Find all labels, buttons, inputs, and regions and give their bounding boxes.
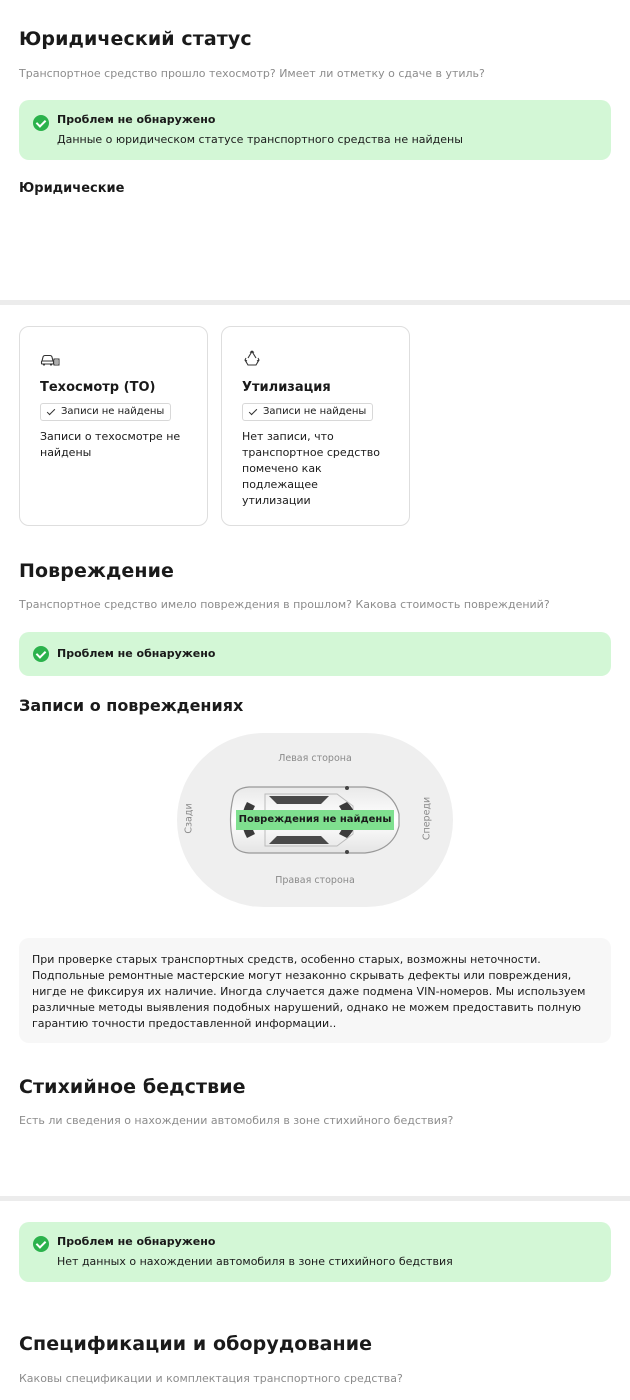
left-side-label: Левая сторона bbox=[278, 753, 352, 764]
banner-description: Данные о юридическом статусе транспортного средства не найдены bbox=[57, 133, 463, 146]
no-damage-overlay: Повреждения не найдены bbox=[236, 810, 394, 830]
disaster-no-issues-banner bbox=[19, 1222, 611, 1282]
banner-title: Проблем не обнаружено bbox=[57, 113, 216, 126]
damage-title: Повреждение bbox=[19, 560, 175, 582]
recycling-card bbox=[221, 326, 410, 526]
legal-status-title: Юридический статус bbox=[19, 28, 252, 50]
front-label: Спереди bbox=[421, 796, 433, 841]
check-circle-icon bbox=[33, 646, 49, 662]
accuracy-notice: При проверке старых транспортных средств, особенно старых, возможны неточности. Подпольные ремонтные мастерские могут незаконно скрывать дефекты или повреждения, нигде не фиксируя их наличие. Иногда случается даже подмена VIN-номеров. Мы используем различные методы выявления подобных нарушений, однако не можем предоставить полную гарантию точности предоставленной информации.. bbox=[19, 938, 611, 1043]
legal-status-subtitle: Транспортное средство прошло техосмотр? Имеет ли отметку о сдаче в утиль? bbox=[19, 67, 485, 80]
specs-subtitle: Каковы спецификации и комплектация транспортного средства? bbox=[19, 1372, 403, 1385]
car-inspection-icon bbox=[40, 349, 60, 369]
recycling-status-tag: Записи не найдены bbox=[242, 403, 373, 421]
disaster-subtitle: Есть ли сведения о нахождении автомобиля в зоне стихийного бедствия? bbox=[19, 1114, 454, 1127]
recycling-card-text: Нет записи, что транспортное средство помечено как подлежащее утилизации bbox=[242, 430, 380, 507]
check-circle-icon bbox=[33, 115, 49, 131]
banner-title: Проблем не обнаружено bbox=[57, 647, 216, 660]
banner-description: Нет данных о нахождении автомобиля в зоне стихийного бедствия bbox=[57, 1255, 453, 1268]
specs-title: Спецификации и оборудование bbox=[19, 1333, 373, 1355]
legal-section-label: Юридические bbox=[19, 181, 125, 196]
damage-records-title: Записи о повреждениях bbox=[19, 696, 244, 715]
section-divider bbox=[0, 1196, 630, 1201]
inspection-card bbox=[19, 326, 208, 526]
rear-label: Сзади bbox=[183, 803, 195, 834]
inspection-card-text: Записи о техосмотре не найдены bbox=[40, 430, 181, 459]
damage-no-issues-banner bbox=[19, 632, 611, 676]
inspection-card-title: Техосмотр (ТО) bbox=[40, 380, 156, 395]
legal-no-issues-banner bbox=[19, 100, 611, 160]
recycling-card-title: Утилизация bbox=[242, 380, 331, 395]
banner-title: Проблем не обнаружено bbox=[57, 1235, 216, 1248]
right-side-label: Правая сторона bbox=[275, 875, 355, 886]
section-divider bbox=[0, 300, 630, 305]
inspection-status-tag: Записи не найдены bbox=[40, 403, 171, 421]
damage-diagram bbox=[177, 733, 453, 907]
disaster-title: Стихийное бедствие bbox=[19, 1076, 246, 1098]
damage-subtitle: Транспортное средство имело повреждения в прошлом? Какова стоимость повреждений? bbox=[19, 598, 550, 611]
recycle-icon bbox=[242, 349, 262, 369]
check-circle-icon bbox=[33, 1236, 49, 1252]
